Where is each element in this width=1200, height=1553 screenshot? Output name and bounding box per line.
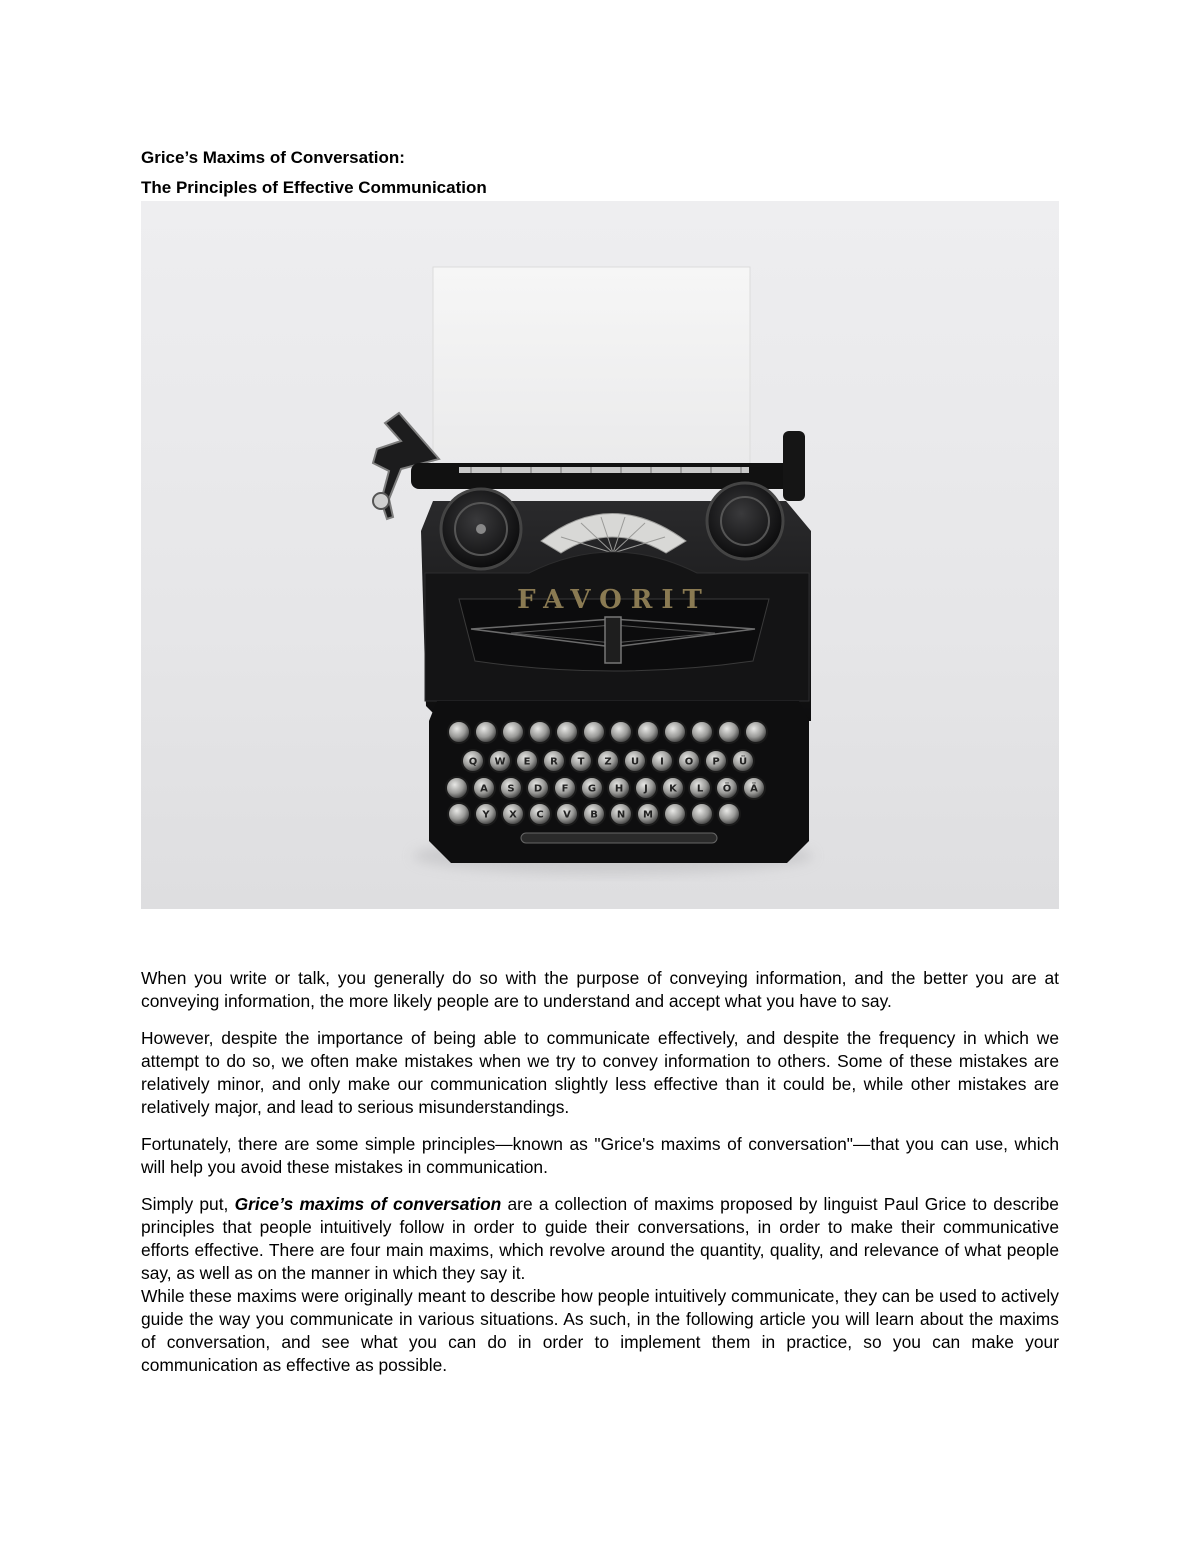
typewriter-key-label: P	[712, 756, 720, 768]
typewriter-key-label: O	[684, 756, 694, 768]
typewriter-key	[448, 721, 470, 743]
typewriter-key-label: Ü	[738, 756, 748, 768]
typewriter-key-label: J	[644, 783, 648, 795]
typewriter-key-label: Ä	[750, 783, 758, 795]
typewriter-key-label: N	[616, 809, 626, 821]
paragraph-mistakes: However, despite the importance of being able to communicate effectively, and despite the frequency in which we attempt to do so, we often make mistakes when we try to convey information to others. Some of these mistakes are relatively minor, and only make our communication slightly less effective than it could be, while other mistakes are relatively major, and lead to serious misunderstandings.	[141, 1028, 1059, 1117]
ribbon-spool-right	[707, 483, 783, 559]
typewriter-key-label: C	[536, 809, 544, 821]
typewriter-key-label: E	[523, 756, 531, 768]
typewriter-key-label: B	[590, 809, 598, 821]
typewriter-key	[637, 721, 659, 743]
typewriter-key-label: M	[643, 809, 653, 821]
document-title: Grice’s Maxims of Conversation:	[141, 148, 405, 167]
typewriter-key	[664, 721, 686, 743]
document-page	[141, 146, 1059, 1391]
typewriter-key-label: W	[494, 756, 506, 768]
typewriter-key	[502, 721, 524, 743]
platen-knob	[783, 431, 805, 501]
typewriter-key	[691, 721, 713, 743]
typewriter-key	[529, 721, 551, 743]
typewriter-key-label: I	[660, 756, 664, 768]
typewriter-key-label: A	[480, 783, 488, 795]
paragraph-definition: Simply put, Grice’s maxims of conversation are a collection of maxims proposed by linguist Paul Grice to describe principles that people intuitively follow in order to guide their conversations, in order to make their communicative efforts effective. There are four main maxims, which revolve around the quantity, quality, and relevance of what people say, as well as on the manner in which they say it.	[141, 1194, 1059, 1283]
typewriter-key-label: D	[533, 783, 543, 795]
typewriter-key-label: S	[507, 783, 515, 795]
typewriter-key-label: F	[561, 783, 569, 795]
paper-sheet	[433, 267, 750, 487]
typewriter-key-label: T	[577, 756, 585, 768]
paragraph-principles: Fortunately, there are some simple principles—known as "Grice's maxims of conversation"—that you can use, which will help you avoid these mistakes in communication.	[141, 1134, 1059, 1177]
typewriter-key	[718, 803, 740, 825]
typewriter-key	[664, 803, 686, 825]
typewriter-key-label: Y	[482, 809, 490, 821]
typewriter-key	[745, 721, 767, 743]
typewriter-key	[583, 721, 605, 743]
typewriter-key-label: Z	[604, 756, 612, 768]
paragraph-purpose: While these maxims were originally meant to describe how people intuitively communicate, they can be used to actively guide the way you communicate in various situations. As such, in the following article you will learn about the maxims of conversation, and see what you can do in order to implement them in practice, so you can make your communication as effective as possible.	[141, 1286, 1059, 1375]
typewriter-key-label: X	[509, 809, 517, 821]
typewriter-key-label: U	[630, 756, 640, 768]
article-body	[141, 967, 1059, 1377]
document-subtitle: The Principles of Effective Communication	[141, 178, 487, 197]
typewriter-key	[610, 721, 632, 743]
typewriter-key-label: G	[587, 783, 597, 795]
key-term: Grice’s maxims of conversation	[234, 1194, 502, 1214]
paragraph-intro: When you write or talk, you generally do so with the purpose of conveying information, and the better you are at conveying information, the more likely people are to understand and accept what you have to say.	[141, 968, 1059, 1011]
typewriter-key	[446, 777, 468, 799]
typewriter-key	[691, 803, 713, 825]
space-bar	[521, 833, 717, 843]
typewriter-key	[448, 803, 470, 825]
typewriter-key	[475, 721, 497, 743]
typewriter-key	[556, 721, 578, 743]
typewriter-key-label: Ö	[722, 783, 732, 795]
typewriter-key-label: R	[550, 756, 558, 768]
typewriter-key-label: Q	[468, 756, 478, 768]
typewriter-icon	[141, 201, 1059, 909]
brand-logo: FAVORIT	[517, 585, 711, 615]
typewriter-key-label: V	[563, 809, 571, 821]
typewriter-key	[718, 721, 740, 743]
typewriter-key-label: K	[669, 783, 677, 795]
typewriter-photo	[141, 201, 1059, 909]
typewriter-key-label: L	[696, 783, 704, 795]
typewriter-key-label: H	[614, 783, 624, 795]
